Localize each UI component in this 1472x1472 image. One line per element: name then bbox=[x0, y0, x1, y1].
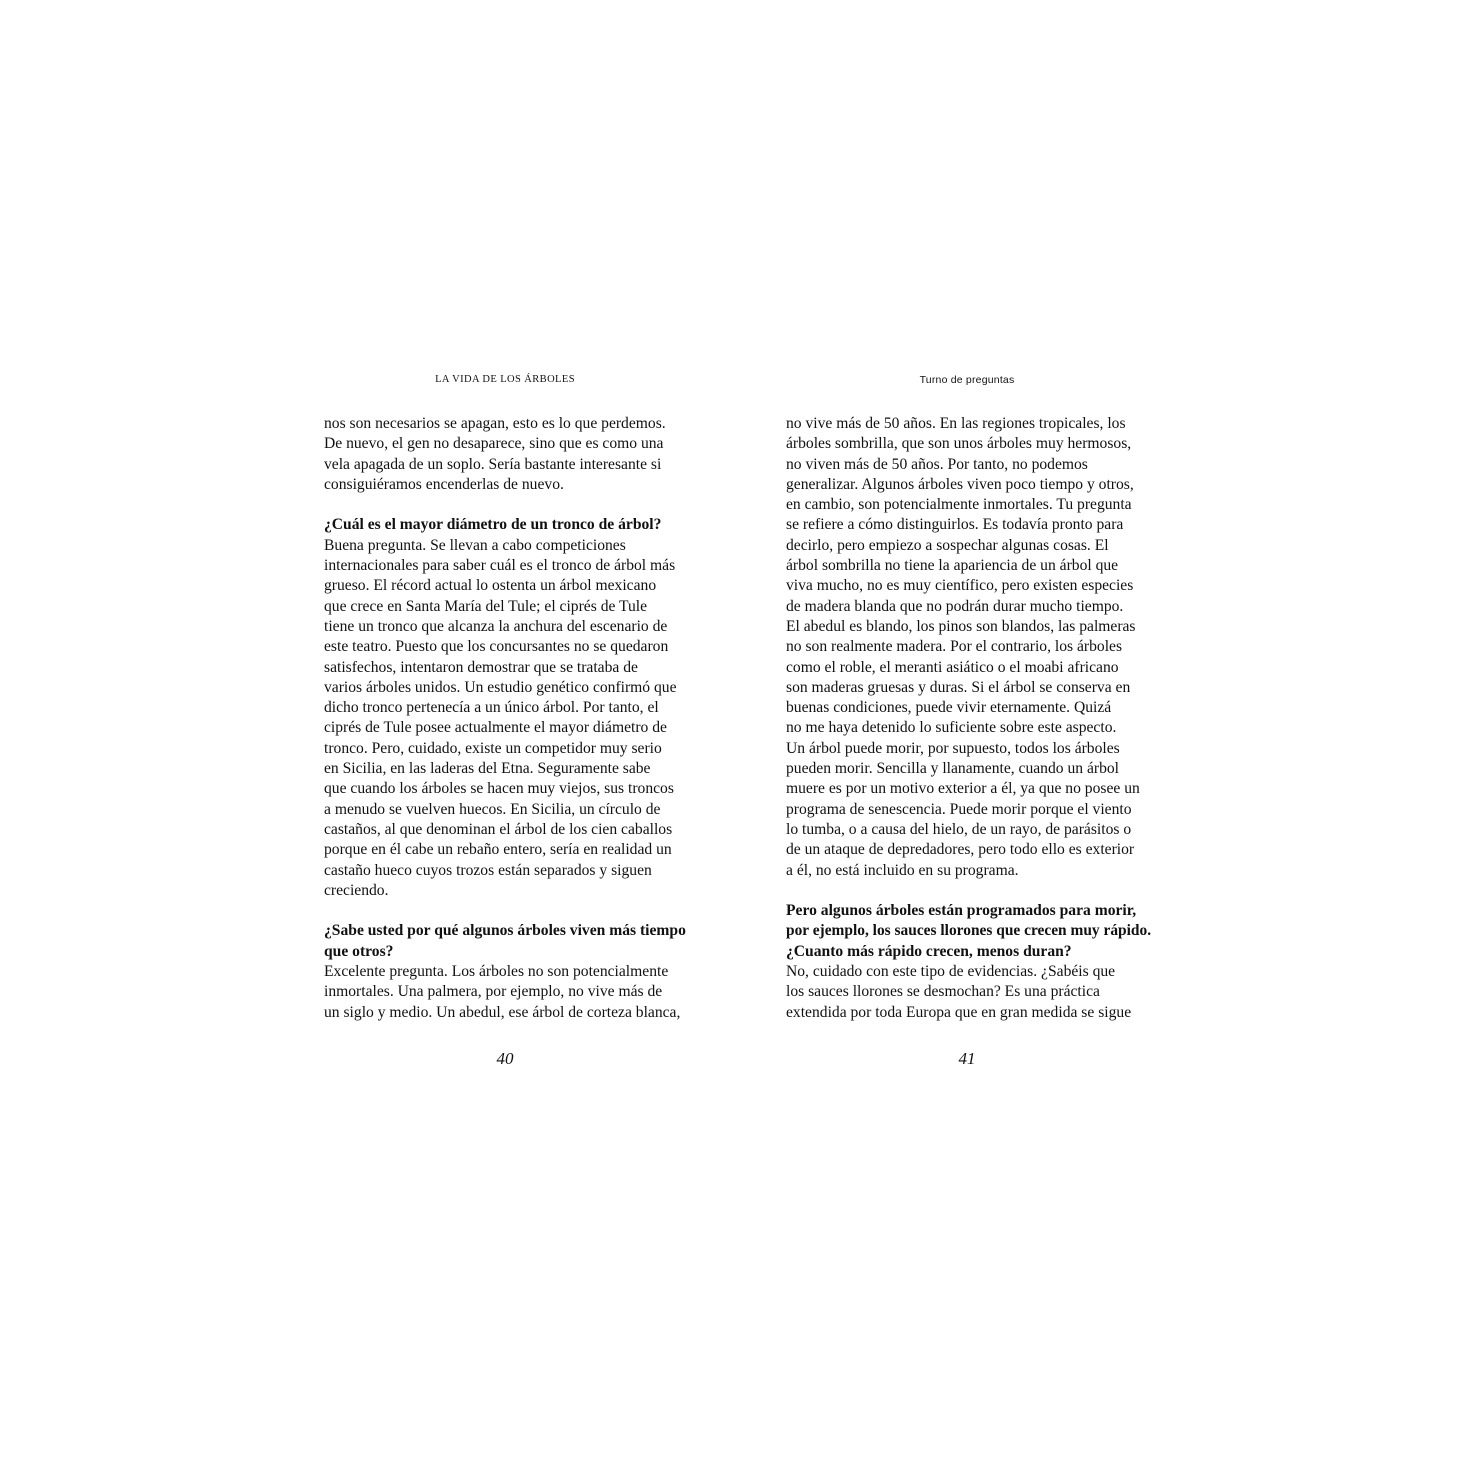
text-line: programa de senescencia. Puede morir porque el viento bbox=[786, 800, 1132, 818]
paragraph-gap bbox=[786, 881, 1151, 901]
text-line: en cambio, son potencialmente inmortales. Tu pregunta bbox=[786, 496, 1132, 514]
text-line: en Sicilia, en las laderas del Etna. Seguramente sabe bbox=[324, 760, 651, 778]
text-line: viva mucho, no es muy científico, pero existen especies bbox=[786, 577, 1134, 595]
text-line: de un ataque de depredadores, pero todo ello es exterior bbox=[786, 841, 1135, 859]
text-line: El abedul es blando, los pinos son blandos, las palmeras bbox=[786, 617, 1136, 635]
text-line: No, cuidado con este tipo de evidencias. ¿Sabéis que bbox=[786, 963, 1116, 981]
text-line: creciendo. bbox=[324, 881, 389, 899]
text-line: no son realmente madera. Por el contrario, los árboles bbox=[786, 638, 1123, 656]
text-line: buenas condiciones, puede vivir eternamente. Quizá bbox=[786, 699, 1112, 717]
text-line: consiguiéramos encenderlas de nuevo. bbox=[324, 475, 564, 493]
text-line: lo tumba, o a causa del hielo, de un rayo, de parásitos o bbox=[786, 820, 1132, 838]
text-line: porque en él cabe un rebaño entero, sería en realidad un bbox=[324, 841, 672, 859]
text-line: no viven más de 50 años. Por tanto, no podemos bbox=[786, 455, 1088, 473]
question-line: ¿Cuál es el mayor diámetro de un tronco de árbol? bbox=[324, 516, 662, 534]
text-line: internacionales para saber cuál es el tronco de árbol más bbox=[324, 557, 676, 575]
text-line: no vive más de 50 años. En las regiones tropicales, los bbox=[786, 415, 1126, 432]
body-text bbox=[324, 414, 689, 1023]
text-line: Un árbol puede morir, por supuesto, todos los árboles bbox=[786, 739, 1120, 757]
text-line: ciprés de Tule posee actualmente el mayor diámetro de bbox=[324, 719, 667, 737]
text-line: extendida por toda Europa que en gran medida se sigue bbox=[786, 1003, 1132, 1021]
text-line: decirlo, pero empiezo a sospechar algunas cosas. El bbox=[786, 536, 1109, 554]
text-line: Excelente pregunta. Los árboles no son potencialmente bbox=[324, 963, 669, 981]
text-line: inmortales. Una palmera, por ejemplo, no vive más de bbox=[324, 983, 663, 1001]
text-line: árboles sombrilla, que son unos árboles muy hermosos, bbox=[786, 435, 1132, 453]
question-line: ¿Cuanto más rápido crecen, menos duran? bbox=[786, 942, 1072, 960]
page-number: 40 bbox=[496, 1049, 514, 1068]
text-line: varios árboles unidos. Un estudio genético confirmó que bbox=[324, 678, 677, 696]
question-line: que otros? bbox=[324, 942, 394, 960]
text-line: satisfechos, intentaron demostrar que se trataba de bbox=[324, 658, 638, 676]
text-line: tronco. Pero, cuidado, existe un competidor muy serio bbox=[324, 739, 662, 757]
paragraph-gap bbox=[324, 901, 689, 921]
text-line: pueden morir. Sencilla y llanamente, cuando un árbol bbox=[786, 760, 1119, 778]
page-number: 41 bbox=[958, 1049, 976, 1068]
text-line: son maderas gruesas y duras. Si el árbol se conserva en bbox=[786, 678, 1131, 696]
text-line: vela apagada de un soplo. Sería bastante interesante si bbox=[324, 455, 662, 473]
text-line: dicho tronco pertenecía a un único árbol. Por tanto, el bbox=[324, 699, 659, 717]
text-line: árbol sombrilla no tiene la apariencia de un árbol que bbox=[786, 557, 1119, 575]
body-text bbox=[786, 414, 1151, 1023]
text-line: no me haya detenido lo suficiente sobre este aspecto. bbox=[786, 719, 1117, 737]
text-line: grueso. El récord actual lo ostenta un árbol mexicano bbox=[324, 577, 657, 595]
text-line: a menudo se vuelven huecos. En Sicilia, un círculo de bbox=[324, 800, 661, 818]
question-line: ¿Sabe usted por qué algunos árboles viven más tiempo bbox=[324, 922, 686, 940]
text-line: que crece en Santa María del Tule; el ciprés de Tule bbox=[324, 597, 648, 615]
text-line: a él, no está incluido en su programa. bbox=[786, 861, 1019, 879]
text-line: Buena pregunta. Se llevan a cabo competiciones bbox=[324, 536, 626, 554]
text-line: este teatro. Puesto que los concursantes no se quedaron bbox=[324, 638, 669, 656]
text-line: tiene un tronco que alcanza la anchura del escenario de bbox=[324, 617, 668, 635]
question-line: Pero algunos árboles están programados para morir, bbox=[786, 902, 1137, 920]
text-line: nos son necesarios se apagan, esto es lo que perdemos. bbox=[324, 415, 666, 432]
text-line: muere es por un motivo exterior a él, ya que no posee un bbox=[786, 780, 1140, 798]
running-head: LA VIDA DE LOS ÁRBOLES bbox=[435, 374, 575, 385]
text-line: generalizar. Algunos árboles viven poco tiempo y otros, bbox=[786, 475, 1134, 493]
text-line: De nuevo, el gen no desaparece, sino que es como una bbox=[324, 435, 664, 453]
text-line: se refiere a cómo distinguirlos. Es todavía pronto para bbox=[786, 516, 1124, 534]
text-line: los sauces llorones se desmochan? Es una práctica bbox=[786, 983, 1100, 1001]
text-line: castaños, al que denominan el árbol de los cien caballos bbox=[324, 820, 673, 838]
text-line: como el roble, el meranti asiático o el moabi africano bbox=[786, 658, 1119, 676]
text-line: castaño hueco cuyos trozos están separados y siguen bbox=[324, 861, 652, 879]
text-line: un siglo y medio. Un abedul, ese árbol de corteza blanca, bbox=[324, 1003, 681, 1021]
question-line: por ejemplo, los sauces llorones que crecen muy rápido. bbox=[786, 922, 1152, 940]
right-page bbox=[736, 0, 1472, 1472]
text-line: que cuando los árboles se hacen muy viejos, sus troncos bbox=[324, 780, 674, 798]
paragraph-gap bbox=[324, 495, 689, 515]
running-head: Turno de preguntas bbox=[919, 374, 1015, 386]
text-line: de madera blanda que no podrán durar mucho tiempo. bbox=[786, 597, 1124, 615]
